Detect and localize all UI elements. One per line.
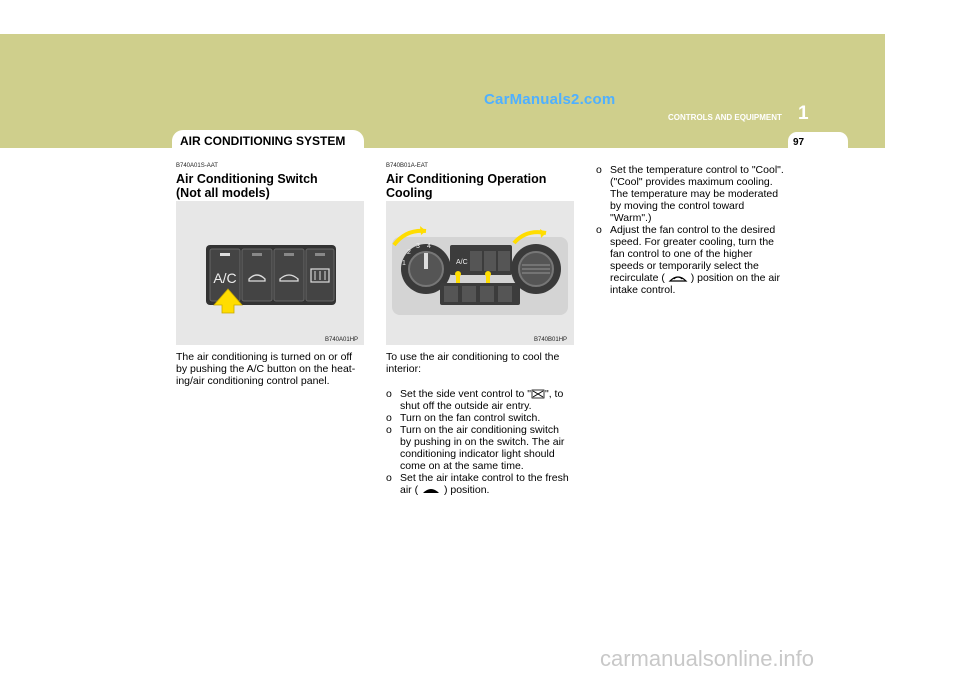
col2-bullet-4 [386, 472, 576, 496]
bullet-text: air ( [400, 484, 419, 496]
rear-defrost-light [315, 253, 325, 256]
ac-switch-panel-illustration [176, 201, 364, 345]
col1-paragraph-line2: by pushing the A/C button on the heat- [176, 363, 356, 375]
col2-bullet-1-text [400, 388, 576, 412]
climate-control-panel-illustration [386, 201, 574, 345]
col1-paragraph-line3: ing/air conditioning control panel. [176, 375, 330, 387]
bullet-text: intake control. [610, 284, 676, 296]
col3-bullet-list [596, 164, 786, 296]
col3-bullet-2 [596, 224, 786, 296]
col2-bullet-2-text: Turn on the fan control switch. [400, 412, 541, 424]
col2-intro-line2: interior: [386, 363, 422, 375]
ac-arrow-stem [456, 275, 460, 283]
bullet-text: come on at the same time. [400, 460, 524, 472]
col2-bullet-3 [386, 424, 576, 472]
fresh-button [470, 251, 482, 271]
col1-heading-line1: Air Conditioning Switch [176, 172, 318, 186]
dial-number-3: 3 [416, 243, 420, 250]
section-title: AIR CONDITIONING SYSTEM [180, 134, 346, 148]
bullet-text: ", to [544, 388, 564, 400]
col2-heading-line2: Cooling [386, 186, 433, 200]
bullet-mark: o [596, 164, 602, 176]
col2-intro-line1: To use the air conditioning to cool the [386, 351, 560, 363]
chapter-title: CONTROLS AND EQUIPMENT [668, 113, 782, 122]
fresh-air-light [252, 253, 262, 256]
col2-bullet-4-text [400, 472, 576, 496]
mode-button-1 [444, 286, 458, 302]
bullet-mark: o [596, 224, 602, 236]
bullet-text: speed. For greater cooling, turn the [610, 236, 775, 248]
page-number: 97 [793, 137, 805, 148]
bullet-mark: o [386, 388, 392, 400]
bullet-text: ) position. [443, 484, 490, 496]
col3-bullet-2-text [610, 224, 786, 296]
watermark-bottom[interactable]: carmanualsonline.info [600, 646, 815, 671]
bullet-mark: o [386, 424, 392, 436]
bullet-mark: o [386, 472, 392, 484]
bullet-text: fan control to one of the higher [610, 248, 753, 260]
col3-bullet-1-text [610, 164, 786, 224]
bullet-text: ) position on the air [690, 272, 781, 284]
col3-bullet-1 [596, 164, 786, 224]
col2-figure-code: B740B01HP [534, 337, 568, 343]
col2-bullet-2 [386, 412, 576, 424]
dial-number-2: 2 [407, 249, 411, 256]
recirculate-icon [668, 273, 688, 283]
bullet-text: by moving the control toward [610, 200, 745, 212]
col2-bullet-3-text [400, 424, 576, 472]
dial-number-4: 4 [427, 243, 431, 250]
mode-button-3 [480, 286, 494, 302]
bullet-text: ("Cool" provides maximum cooling. [610, 176, 773, 188]
bullet-text: by pushing in on the switch. The air [400, 436, 565, 448]
watermark-top[interactable]: CarManuals2.com [484, 91, 616, 108]
recirculate-light [284, 253, 294, 256]
bullet-text: speeds or temporarily select the [610, 260, 759, 272]
dial-number-1: 1 [402, 260, 406, 267]
col2-bullet-list [386, 388, 576, 496]
bullet-text: "Warm".) [610, 212, 652, 224]
col1-heading-line2: (Not all models) [176, 186, 270, 200]
mode-button-4 [498, 286, 512, 302]
bullet-text: recirculate ( [610, 272, 665, 284]
col1-heading [176, 172, 318, 200]
bullet-text: Turn on the air conditioning switch [400, 424, 559, 436]
bullet-text: Set the temperature control to "Cool". [610, 164, 784, 176]
col1-code: B740A01S-AAT [176, 163, 218, 169]
col1-paragraph [176, 351, 355, 387]
chapter-number: 1 [798, 103, 809, 124]
bullet-mark: o [386, 412, 392, 424]
col2-bullet-1 [386, 388, 576, 412]
ac-switch-figure [176, 201, 364, 345]
ac-indicator-light [220, 253, 230, 256]
ac-button-text: A/C [213, 270, 237, 286]
ac-button-text-2: A/C [456, 259, 468, 266]
col2-heading-line1: Air Conditioning Operation [386, 172, 547, 186]
header-band [0, 34, 885, 148]
bullet-text: Adjust the fan control to the desired [610, 224, 776, 236]
bullet-text: The temperature may be moderated [610, 188, 779, 200]
ac-operation-figure [386, 201, 574, 345]
defrost-button [498, 251, 510, 271]
col1-paragraph-line1: The air conditioning is turned on or off [176, 351, 353, 363]
col1-figure-code: B740A01HP [325, 337, 359, 343]
col2-heading [386, 172, 546, 200]
mode-button-2 [462, 286, 476, 302]
intake-arrow-stem [486, 275, 490, 283]
bullet-text: Set the air intake control to the fresh [400, 472, 569, 484]
col2-intro [386, 351, 576, 375]
fan-arrow-head [420, 226, 426, 235]
bullet-text: shut off the outside air entry. [400, 400, 532, 412]
recirc-button [484, 251, 496, 271]
fresh-air-icon [421, 485, 441, 495]
temperature-arrow-head [540, 229, 546, 238]
side-vent-closed-icon [531, 389, 545, 399]
bullet-text: conditioning indicator light should [400, 448, 555, 460]
bullet-text: Set the side vent control to " [400, 388, 531, 400]
fan-dial-pointer [424, 253, 428, 269]
col2-code: B740B01A-EAT [386, 163, 428, 169]
